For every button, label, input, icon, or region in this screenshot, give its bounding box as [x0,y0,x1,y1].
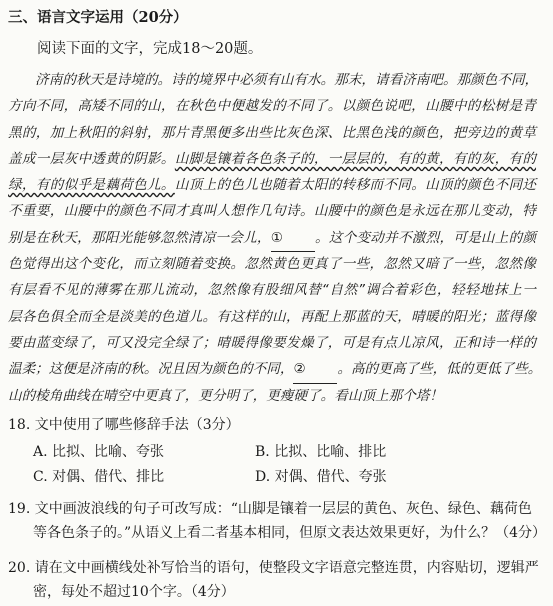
passage-line: 有层看不见的薄雾在那儿流动，忽然像有股细风替“自然”调合着彩色，轻轻地抹上一 [8,282,536,299]
question-19 [8,497,546,545]
passage-text: 盖成一层灰中透黄的阴影。 [8,150,175,167]
passage-text: 。这个变动并不激烈，可是山上的颜 [314,229,537,246]
question-20-line: 20. 请在文中画横线处补写恰当的语句，使整段文字语意完整连贯，内容贴切，逻辑严 [8,560,539,576]
reading-passage [8,67,542,409]
question-18-option-a: A. 比拟、比喻、夸张 [33,444,165,460]
passage-line [8,225,536,251]
wavy-underlined-sentence-end: 绿，有的似乎是藕荷色儿。 [8,177,175,194]
passage-line: 色觉得出这个变化，而立刻随着变换。忽然黄色更真了一些，忽然又暗了一些，忽然像 [8,256,536,273]
passage-line: 不重要，山腰中的颜色不同才真叫人想作几句诗。山腰中的颜色是永远在那儿变动，特 [8,203,536,220]
passage-line [8,172,536,198]
section-title: 三、语言文字运用（20分） [8,9,188,26]
question-18-option-d: D. 对偶、借代、夸张 [255,469,387,485]
passage-line: 层各色俱全而全是淡美的色道儿。有这样的山，再配上那蓝的天，晴暖的阳光；蓝得像 [8,308,536,325]
passage-text: 。高的更高了些，低的更低了些。 [337,361,542,378]
passage-text: 山顶上的色儿也随着太阳的转移而不同。山顶的颜色不同还 [174,177,537,194]
question-20 [8,556,539,604]
fill-blank-2: ② [293,356,337,383]
passage-text: 温柔；这便是济南的秋。况且因为颜色的不同， [8,361,294,378]
question-18-option-b: B. 比拟、比喻、排比 [255,444,387,460]
question-18-stem: 18. 文中使用了哪些修辞手法（3分） [8,417,240,433]
question-20-line: 密，每处不超过10个字。（4分） [33,584,235,600]
question-19-line: 等各色条子的。”从语义上看二者基本相同，但原文表达效果更好，为什么？（4分） [33,525,547,541]
passage-line: 方向不同，高矮不同的山，在秋色中便越发的不同了。以颜色说吧，山腰中的松树是青 [8,98,536,115]
question-19-line: 19. 文中画波浪线的句子可改写成：“山脚是镶着一层层的黄色、灰色、绿色、藕荷色 [8,501,532,517]
passage-text: 别是在秋天，那阳光能够忽然清凉一会儿， [8,229,271,246]
passage-line: 黑的，加上秋阳的斜射，那片青黑便多出些比灰色深、比黑色浅的颜色，把旁边的黄草 [8,124,536,141]
reading-instruction: 阅读下面的文字，完成18～20题。 [37,41,263,57]
passage-line [8,146,536,172]
passage-line: 山的棱角曲线在晴空中更真了，更分明了，更瘦硬了。看山顶上那个塔！ [8,387,443,404]
passage-line: 要由蓝变绿了，可又没完全绿了；晴暖得像要发燥了，可是有点儿凉风，正和诗一样的 [8,334,536,351]
wavy-underlined-sentence: 山脚是镶着各色条子的，一层层的，有的黄，有的灰，有的 [174,150,537,167]
fill-blank-1: ① [271,225,315,252]
question-18-option-c: C. 对偶、借代、排比 [33,469,165,485]
passage-line: 济南的秋天是诗境的。诗的境界中必须有山有水。那末，请看济南吧。那颜色不同， [8,72,539,88]
passage-line [8,356,542,382]
